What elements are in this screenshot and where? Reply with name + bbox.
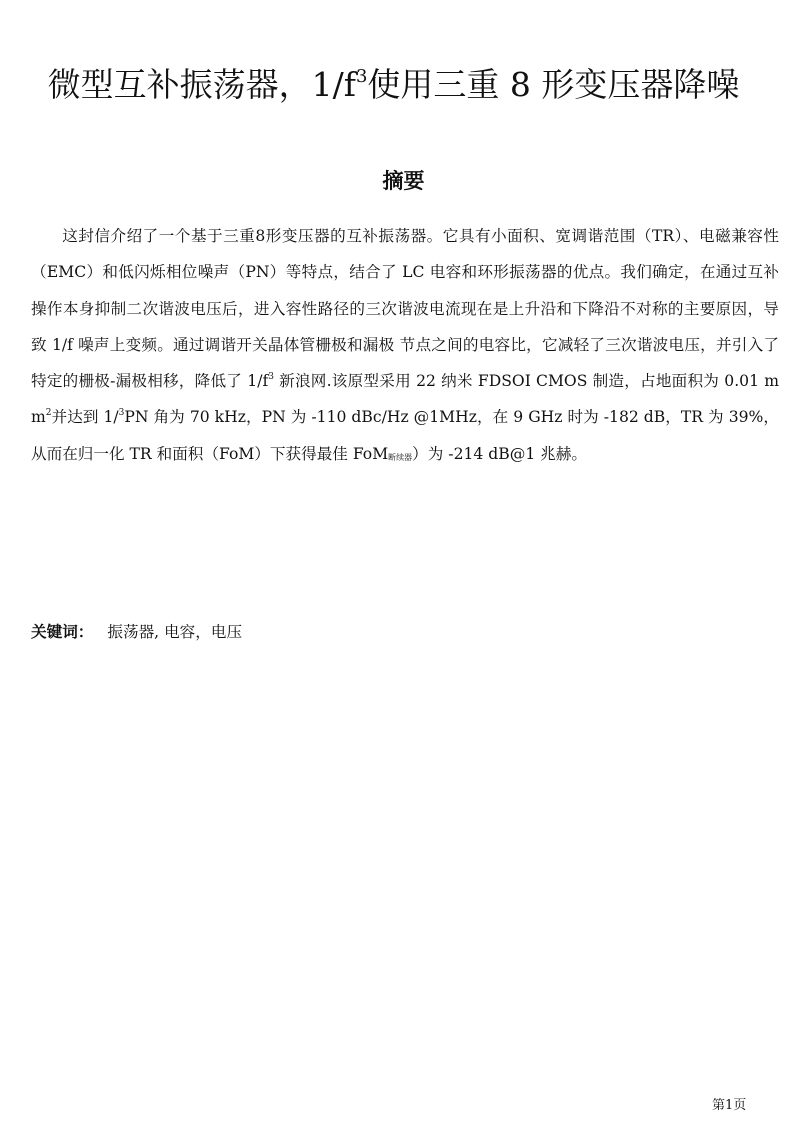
abstract-text-part4: PN 角为 70 kHz，PN 为 -110 dBc/Hz @1MHz，在 9 GHz 时为 -182 dB，TR 为 39%，从而在归一化 TR 和面积（FoM）下获得最佳 FoM [31,408,779,463]
keywords-line [31,619,242,645]
page-number: 第1页 [712,1098,747,1113]
abstract-text-part5: ）为 -214 dB@1 兆赫。 [412,444,587,463]
keywords-label: 关键词： [31,623,94,641]
abstract-paragraph [31,218,779,476]
paper-title [0,62,787,108]
abstract-superscript-2: 2 [45,408,52,419]
abstract-superscript-3: 3 [118,408,125,419]
keywords-text: 振荡器, 电容，电压 [107,623,243,641]
abstract-text-part2: 新浪网.该原型采用 22 纳米 FDSOI CMOS 制造，占地面积为 0.01 mm [31,372,779,427]
title-text-rest: 使用三重 8 形变压器降噪 [367,65,740,104]
abstract-superscript-1: 3 [268,372,274,383]
abstract-text-part1: 这封信介绍了一个基于三重8形变压器的互补振荡器。它具有小面积、宽调谐范围（TR）、电磁兼容性（EMC）和低闪烁相位噪声（PN）等特点，结合了 LC 电容和环形振荡器的优点。我们确定，在通过互补操作本身抑制二次谐波电压后，进入容性路径的三次谐波电流现在是上升沿和下降沿不对称的主要原因，导致 1/f 噪声上变频。通过调谐开关晶体管栅极和漏极 节点之间的电容比，它减轻了三次谐波电压，并引入了特定的栅极-漏极相移，降低了 1/f [31,227,779,391]
abstract-subscript-1: 断续器 [388,452,413,462]
title-superscript: 3 [355,66,368,87]
abstract-heading: 摘要 [382,169,425,193]
abstract-text-part3: 并达到 1/ [51,408,119,427]
title-text-main: 微型互补振荡器，1/f [47,65,356,104]
